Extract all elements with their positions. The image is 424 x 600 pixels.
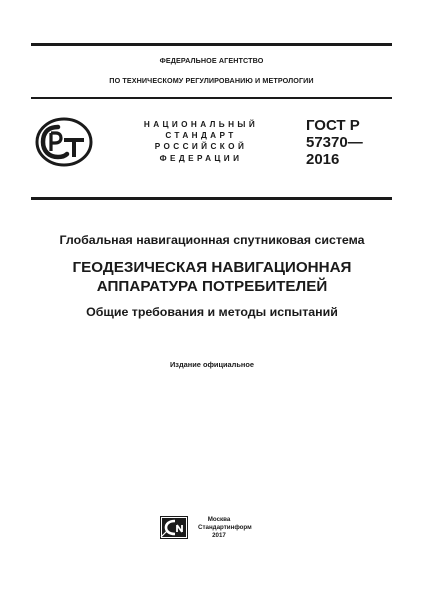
document-subtitle-2: Общие требования и методы испытаний [86, 305, 338, 319]
gost-number [306, 134, 386, 168]
agency-line-2: ПО ТЕХНИЧЕСКОМУ РЕГУЛИРОВАНИЮ И МЕТРОЛОГИИ [109, 76, 314, 85]
standartinform-logo-icon [160, 516, 188, 539]
edition-note: Издание официальное [169, 360, 254, 369]
rst-certification-mark-icon [34, 116, 94, 168]
standard-rule [31, 197, 392, 200]
standard-type [128, 119, 274, 164]
agency-line-1: ФЕДЕРАЛЬНОЕ АГЕНТСТВО [159, 56, 264, 65]
standard-type-line: СТАНДАРТ [165, 131, 237, 141]
publisher-year: 2017 [212, 532, 226, 540]
standard-type-line: ФЕДЕРАЦИИ [159, 153, 243, 163]
publisher-info [198, 516, 252, 541]
publisher-name: Стандартинформ [198, 524, 252, 532]
document-title [0, 258, 424, 296]
top-rule [31, 43, 392, 46]
document-subtitle: Глобальная навигационная спутниковая система [59, 233, 365, 247]
standard-type-line: РОССИЙСКОЙ [154, 142, 248, 152]
standard-type-line: НАЦИОНАЛЬНЫЙ [143, 120, 259, 129]
document-title-line: АППАРАТУРА ПОТРЕБИТЕЛЕЙ [96, 278, 328, 295]
gost-label: ГОСТ Р [306, 117, 360, 134]
publisher-city: Москва [207, 516, 231, 523]
gost-number-value: 57370— [306, 134, 363, 151]
header-rule [31, 97, 392, 99]
gost-year: 2016 [306, 151, 340, 168]
document-title-line: ГЕОДЕЗИЧЕСКАЯ НАВИГАЦИОННАЯ [72, 259, 352, 276]
